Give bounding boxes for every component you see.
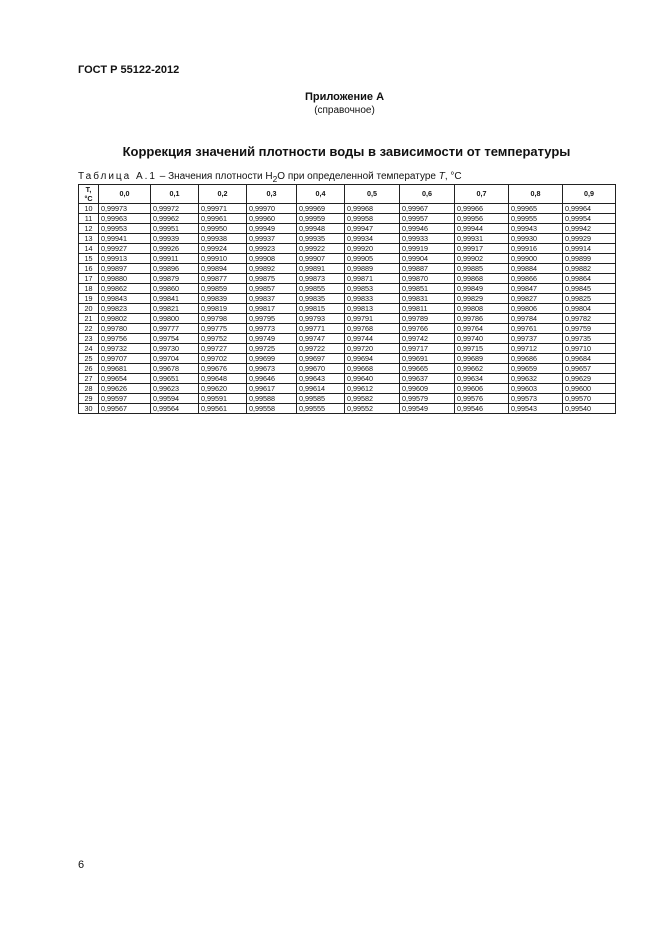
density-value: 0,99967	[400, 204, 455, 214]
density-value: 0,99632	[509, 374, 563, 384]
density-value: 0,99910	[199, 254, 247, 264]
density-value: 0,99789	[400, 314, 455, 324]
density-value: 0,99930	[509, 234, 563, 244]
density-value: 0,99958	[345, 214, 400, 224]
density-value: 0,99917	[455, 244, 509, 254]
density-value: 0,99949	[247, 224, 297, 234]
density-value: 0,99689	[455, 354, 509, 364]
density-table	[78, 184, 616, 414]
density-value: 0,99730	[151, 344, 199, 354]
density-value: 0,99668	[345, 364, 400, 374]
density-value: 0,99657	[563, 364, 616, 374]
page-title-text: Коррекция значений плотности воды в зависимости от температуры	[122, 144, 571, 159]
table-row	[79, 344, 616, 354]
density-value: 0,99924	[199, 244, 247, 254]
density-value: 0,99759	[563, 324, 616, 334]
density-value: 0,99552	[345, 404, 400, 414]
density-value: 0,99923	[247, 244, 297, 254]
header-temperature-line2: °С	[84, 194, 93, 203]
density-value: 0,99919	[400, 244, 455, 254]
density-value: 0,99561	[199, 404, 247, 414]
density-value: 0,99904	[400, 254, 455, 264]
density-value: 0,99957	[400, 214, 455, 224]
density-value: 0,99782	[563, 314, 616, 324]
density-value: 0,99699	[247, 354, 297, 364]
table-row	[79, 314, 616, 324]
page-title	[0, 144, 661, 159]
row-temperature: 21	[79, 314, 99, 324]
density-value: 0,99707	[99, 354, 151, 364]
density-value: 0,99922	[297, 244, 345, 254]
density-value: 0,99859	[199, 284, 247, 294]
density-value: 0,99837	[247, 294, 297, 304]
density-value: 0,99959	[297, 214, 345, 224]
density-value: 0,99880	[99, 274, 151, 284]
density-value: 0,99573	[509, 394, 563, 404]
density-value: 0,99813	[345, 304, 400, 314]
density-value: 0,99920	[345, 244, 400, 254]
density-value: 0,99623	[151, 384, 199, 394]
density-value: 0,99926	[151, 244, 199, 254]
row-temperature: 19	[79, 294, 99, 304]
density-value: 0,99839	[199, 294, 247, 304]
table-row	[79, 374, 616, 384]
density-value: 0,99953	[99, 224, 151, 234]
table-row	[79, 204, 616, 214]
density-value: 0,99603	[509, 384, 563, 394]
density-value: 0,99784	[509, 314, 563, 324]
density-value: 0,99740	[455, 334, 509, 344]
table-row	[79, 254, 616, 264]
density-value: 0,99640	[345, 374, 400, 384]
density-value: 0,99907	[297, 254, 345, 264]
table-row	[79, 354, 616, 364]
density-value: 0,99902	[455, 254, 509, 264]
row-temperature: 22	[79, 324, 99, 334]
density-value: 0,99609	[400, 384, 455, 394]
density-value: 0,99885	[455, 264, 509, 274]
density-value: 0,99771	[297, 324, 345, 334]
row-temperature: 15	[79, 254, 99, 264]
density-value: 0,99684	[563, 354, 616, 364]
density-value: 0,99717	[400, 344, 455, 354]
density-value: 0,99835	[297, 294, 345, 304]
density-value: 0,99941	[99, 234, 151, 244]
density-value: 0,99889	[345, 264, 400, 274]
row-temperature: 16	[79, 264, 99, 274]
density-value: 0,99570	[563, 394, 616, 404]
density-value: 0,99808	[455, 304, 509, 314]
caption-subscript: 2	[272, 174, 278, 184]
density-value: 0,99875	[247, 274, 297, 284]
density-value: 0,99558	[247, 404, 297, 414]
header-column: 0,9	[563, 185, 616, 204]
density-value: 0,99614	[297, 384, 345, 394]
density-value: 0,99648	[199, 374, 247, 384]
density-value: 0,99806	[509, 304, 563, 314]
density-value: 0,99913	[99, 254, 151, 264]
density-value: 0,99948	[297, 224, 345, 234]
density-value: 0,99617	[247, 384, 297, 394]
header-column: 0,8	[509, 185, 563, 204]
header-column: 0,3	[247, 185, 297, 204]
density-value: 0,99676	[199, 364, 247, 374]
appendix-heading	[0, 90, 661, 117]
density-value: 0,99564	[151, 404, 199, 414]
density-value: 0,99793	[297, 314, 345, 324]
density-value: 0,99938	[199, 234, 247, 244]
density-value: 0,99694	[345, 354, 400, 364]
density-value: 0,99775	[199, 324, 247, 334]
density-value: 0,99956	[455, 214, 509, 224]
density-value: 0,99737	[509, 334, 563, 344]
density-value: 0,99588	[247, 394, 297, 404]
row-temperature: 11	[79, 214, 99, 224]
density-value: 0,99591	[199, 394, 247, 404]
density-value: 0,99749	[247, 334, 297, 344]
density-value: 0,99681	[99, 364, 151, 374]
table-row	[79, 274, 616, 284]
density-value: 0,99931	[455, 234, 509, 244]
density-value: 0,99968	[345, 204, 400, 214]
density-value: 0,99811	[400, 304, 455, 314]
density-value: 0,99897	[99, 264, 151, 274]
density-value: 0,99916	[509, 244, 563, 254]
table-row	[79, 214, 616, 224]
density-value: 0,99857	[247, 284, 297, 294]
density-value: 0,99887	[400, 264, 455, 274]
density-value: 0,99646	[247, 374, 297, 384]
density-value: 0,99727	[199, 344, 247, 354]
density-value: 0,99659	[509, 364, 563, 374]
density-value: 0,99555	[297, 404, 345, 414]
density-value: 0,99752	[199, 334, 247, 344]
density-value: 0,99862	[99, 284, 151, 294]
density-value: 0,99911	[151, 254, 199, 264]
density-value: 0,99841	[151, 294, 199, 304]
density-value: 0,99543	[509, 404, 563, 414]
table-row	[79, 224, 616, 234]
density-value: 0,99802	[99, 314, 151, 324]
density-value: 0,99882	[563, 264, 616, 274]
density-value: 0,99712	[509, 344, 563, 354]
row-temperature: 14	[79, 244, 99, 254]
density-value: 0,99612	[345, 384, 400, 394]
density-value: 0,99654	[99, 374, 151, 384]
header-temperature-line1: Т,	[85, 185, 92, 194]
density-value: 0,99691	[400, 354, 455, 364]
density-value: 0,99853	[345, 284, 400, 294]
density-value: 0,99929	[563, 234, 616, 244]
density-value: 0,99702	[199, 354, 247, 364]
density-value: 0,99786	[455, 314, 509, 324]
density-value: 0,99747	[297, 334, 345, 344]
density-value: 0,99791	[345, 314, 400, 324]
density-value: 0,99972	[151, 204, 199, 214]
table-row	[79, 324, 616, 334]
density-value: 0,99582	[345, 394, 400, 404]
density-value: 0,99800	[151, 314, 199, 324]
density-value: 0,99773	[247, 324, 297, 334]
density-value: 0,99821	[151, 304, 199, 314]
table-row	[79, 294, 616, 304]
caption-text-a: – Значения плотности H	[157, 171, 273, 182]
header-column: 0,2	[199, 185, 247, 204]
density-value: 0,99715	[455, 344, 509, 354]
density-value: 0,99855	[297, 284, 345, 294]
appendix-subtitle: (справочное)	[314, 105, 375, 116]
density-value: 0,99549	[400, 404, 455, 414]
density-value: 0,99777	[151, 324, 199, 334]
density-value: 0,99579	[400, 394, 455, 404]
density-value: 0,99742	[400, 334, 455, 344]
density-value: 0,99900	[509, 254, 563, 264]
row-temperature: 10	[79, 204, 99, 214]
caption-text-b: O при определенной температуре	[277, 171, 439, 182]
density-value: 0,99722	[297, 344, 345, 354]
density-value: 0,99766	[400, 324, 455, 334]
density-value: 0,99756	[99, 334, 151, 344]
density-value: 0,99594	[151, 394, 199, 404]
density-value: 0,99798	[199, 314, 247, 324]
density-value: 0,99970	[247, 204, 297, 214]
table-row	[79, 244, 616, 254]
density-value: 0,99585	[297, 394, 345, 404]
density-value: 0,99851	[400, 284, 455, 294]
density-value: 0,99892	[247, 264, 297, 274]
header-column: 0,7	[455, 185, 509, 204]
caption-text-c: , °С	[444, 171, 462, 182]
header-column: 0,0	[99, 185, 151, 204]
row-temperature: 30	[79, 404, 99, 414]
density-value: 0,99697	[297, 354, 345, 364]
row-temperature: 24	[79, 344, 99, 354]
density-value: 0,99823	[99, 304, 151, 314]
table-row	[79, 394, 616, 404]
density-value: 0,99606	[455, 384, 509, 394]
density-value: 0,99964	[563, 204, 616, 214]
density-value: 0,99935	[297, 234, 345, 244]
density-value: 0,99678	[151, 364, 199, 374]
density-value: 0,99732	[99, 344, 151, 354]
density-value: 0,99629	[563, 374, 616, 384]
table-row	[79, 284, 616, 294]
row-temperature: 28	[79, 384, 99, 394]
row-temperature: 17	[79, 274, 99, 284]
density-value: 0,99670	[297, 364, 345, 374]
density-value: 0,99871	[345, 274, 400, 284]
density-value: 0,99939	[151, 234, 199, 244]
density-value: 0,99643	[297, 374, 345, 384]
density-value: 0,99934	[345, 234, 400, 244]
row-temperature: 25	[79, 354, 99, 364]
table-body	[79, 204, 616, 414]
density-value: 0,99637	[400, 374, 455, 384]
header-column: 0,5	[345, 185, 400, 204]
density-value: 0,99576	[455, 394, 509, 404]
density-value: 0,99620	[199, 384, 247, 394]
density-value: 0,99864	[563, 274, 616, 284]
density-value: 0,99969	[297, 204, 345, 214]
density-value: 0,99768	[345, 324, 400, 334]
density-value: 0,99946	[400, 224, 455, 234]
density-value: 0,99905	[345, 254, 400, 264]
table-row	[79, 384, 616, 394]
density-value: 0,99704	[151, 354, 199, 364]
density-value: 0,99849	[455, 284, 509, 294]
density-value: 0,99780	[99, 324, 151, 334]
density-value: 0,99540	[563, 404, 616, 414]
density-value: 0,99960	[247, 214, 297, 224]
density-value: 0,99651	[151, 374, 199, 384]
table-row	[79, 234, 616, 244]
row-temperature: 29	[79, 394, 99, 404]
density-value: 0,99665	[400, 364, 455, 374]
density-value: 0,99873	[297, 274, 345, 284]
density-value: 0,99870	[400, 274, 455, 284]
density-value: 0,99847	[509, 284, 563, 294]
density-value: 0,99955	[509, 214, 563, 224]
density-value: 0,99868	[455, 274, 509, 284]
density-value: 0,99896	[151, 264, 199, 274]
density-value: 0,99877	[199, 274, 247, 284]
density-value: 0,99927	[99, 244, 151, 254]
density-value: 0,99966	[455, 204, 509, 214]
density-value: 0,99894	[199, 264, 247, 274]
table-row	[79, 304, 616, 314]
row-temperature: 23	[79, 334, 99, 344]
table-caption	[78, 171, 462, 184]
row-temperature: 27	[79, 374, 99, 384]
header-column: 0,4	[297, 185, 345, 204]
density-value: 0,99634	[455, 374, 509, 384]
density-value: 0,99829	[455, 294, 509, 304]
density-value: 0,99961	[199, 214, 247, 224]
density-value: 0,99942	[563, 224, 616, 234]
header-temperature	[79, 185, 99, 204]
density-value: 0,99744	[345, 334, 400, 344]
density-value: 0,99597	[99, 394, 151, 404]
density-value: 0,99947	[345, 224, 400, 234]
density-value: 0,99944	[455, 224, 509, 234]
density-value: 0,99817	[247, 304, 297, 314]
density-value: 0,99884	[509, 264, 563, 274]
density-value: 0,99908	[247, 254, 297, 264]
density-value: 0,99827	[509, 294, 563, 304]
density-value: 0,99795	[247, 314, 297, 324]
density-value: 0,99950	[199, 224, 247, 234]
table-row	[79, 364, 616, 374]
density-value: 0,99720	[345, 344, 400, 354]
density-value: 0,99735	[563, 334, 616, 344]
density-value: 0,99831	[400, 294, 455, 304]
document-code: ГОСТ Р 55122-2012	[78, 64, 180, 76]
density-value: 0,99673	[247, 364, 297, 374]
row-temperature: 26	[79, 364, 99, 374]
density-value: 0,99686	[509, 354, 563, 364]
density-value: 0,99710	[563, 344, 616, 354]
caption-variable: T	[438, 171, 445, 182]
density-value: 0,99879	[151, 274, 199, 284]
density-value: 0,99899	[563, 254, 616, 264]
row-temperature: 12	[79, 224, 99, 234]
density-value: 0,99819	[199, 304, 247, 314]
table-row	[79, 334, 616, 344]
density-value: 0,99933	[400, 234, 455, 244]
density-value: 0,99626	[99, 384, 151, 394]
density-value: 0,99860	[151, 284, 199, 294]
row-temperature: 13	[79, 234, 99, 244]
density-value: 0,99764	[455, 324, 509, 334]
density-value: 0,99825	[563, 294, 616, 304]
caption-prefix: Таблица А.1	[78, 171, 157, 182]
density-value: 0,99937	[247, 234, 297, 244]
density-value: 0,99866	[509, 274, 563, 284]
density-value: 0,99962	[151, 214, 199, 224]
density-value: 0,99963	[99, 214, 151, 224]
density-value: 0,99833	[345, 294, 400, 304]
appendix-title: Приложение А	[304, 91, 385, 103]
density-value: 0,99761	[509, 324, 563, 334]
density-value: 0,99971	[199, 204, 247, 214]
density-value: 0,99973	[99, 204, 151, 214]
density-value: 0,99954	[563, 214, 616, 224]
density-value: 0,99843	[99, 294, 151, 304]
density-value: 0,99891	[297, 264, 345, 274]
density-value: 0,99662	[455, 364, 509, 374]
density-value: 0,99914	[563, 244, 616, 254]
density-value: 0,99965	[509, 204, 563, 214]
row-temperature: 18	[79, 284, 99, 294]
density-value: 0,99804	[563, 304, 616, 314]
density-value: 0,99951	[151, 224, 199, 234]
table-row	[79, 404, 616, 414]
table-header-row	[79, 185, 616, 204]
density-value: 0,99546	[455, 404, 509, 414]
density-value: 0,99815	[297, 304, 345, 314]
header-column: 0,6	[400, 185, 455, 204]
density-value: 0,99725	[247, 344, 297, 354]
page-number: 6	[78, 859, 85, 871]
density-value: 0,99754	[151, 334, 199, 344]
density-value: 0,99943	[509, 224, 563, 234]
density-value: 0,99567	[99, 404, 151, 414]
density-value: 0,99845	[563, 284, 616, 294]
table-row	[79, 264, 616, 274]
header-column: 0,1	[151, 185, 199, 204]
density-value: 0,99600	[563, 384, 616, 394]
row-temperature: 20	[79, 304, 99, 314]
